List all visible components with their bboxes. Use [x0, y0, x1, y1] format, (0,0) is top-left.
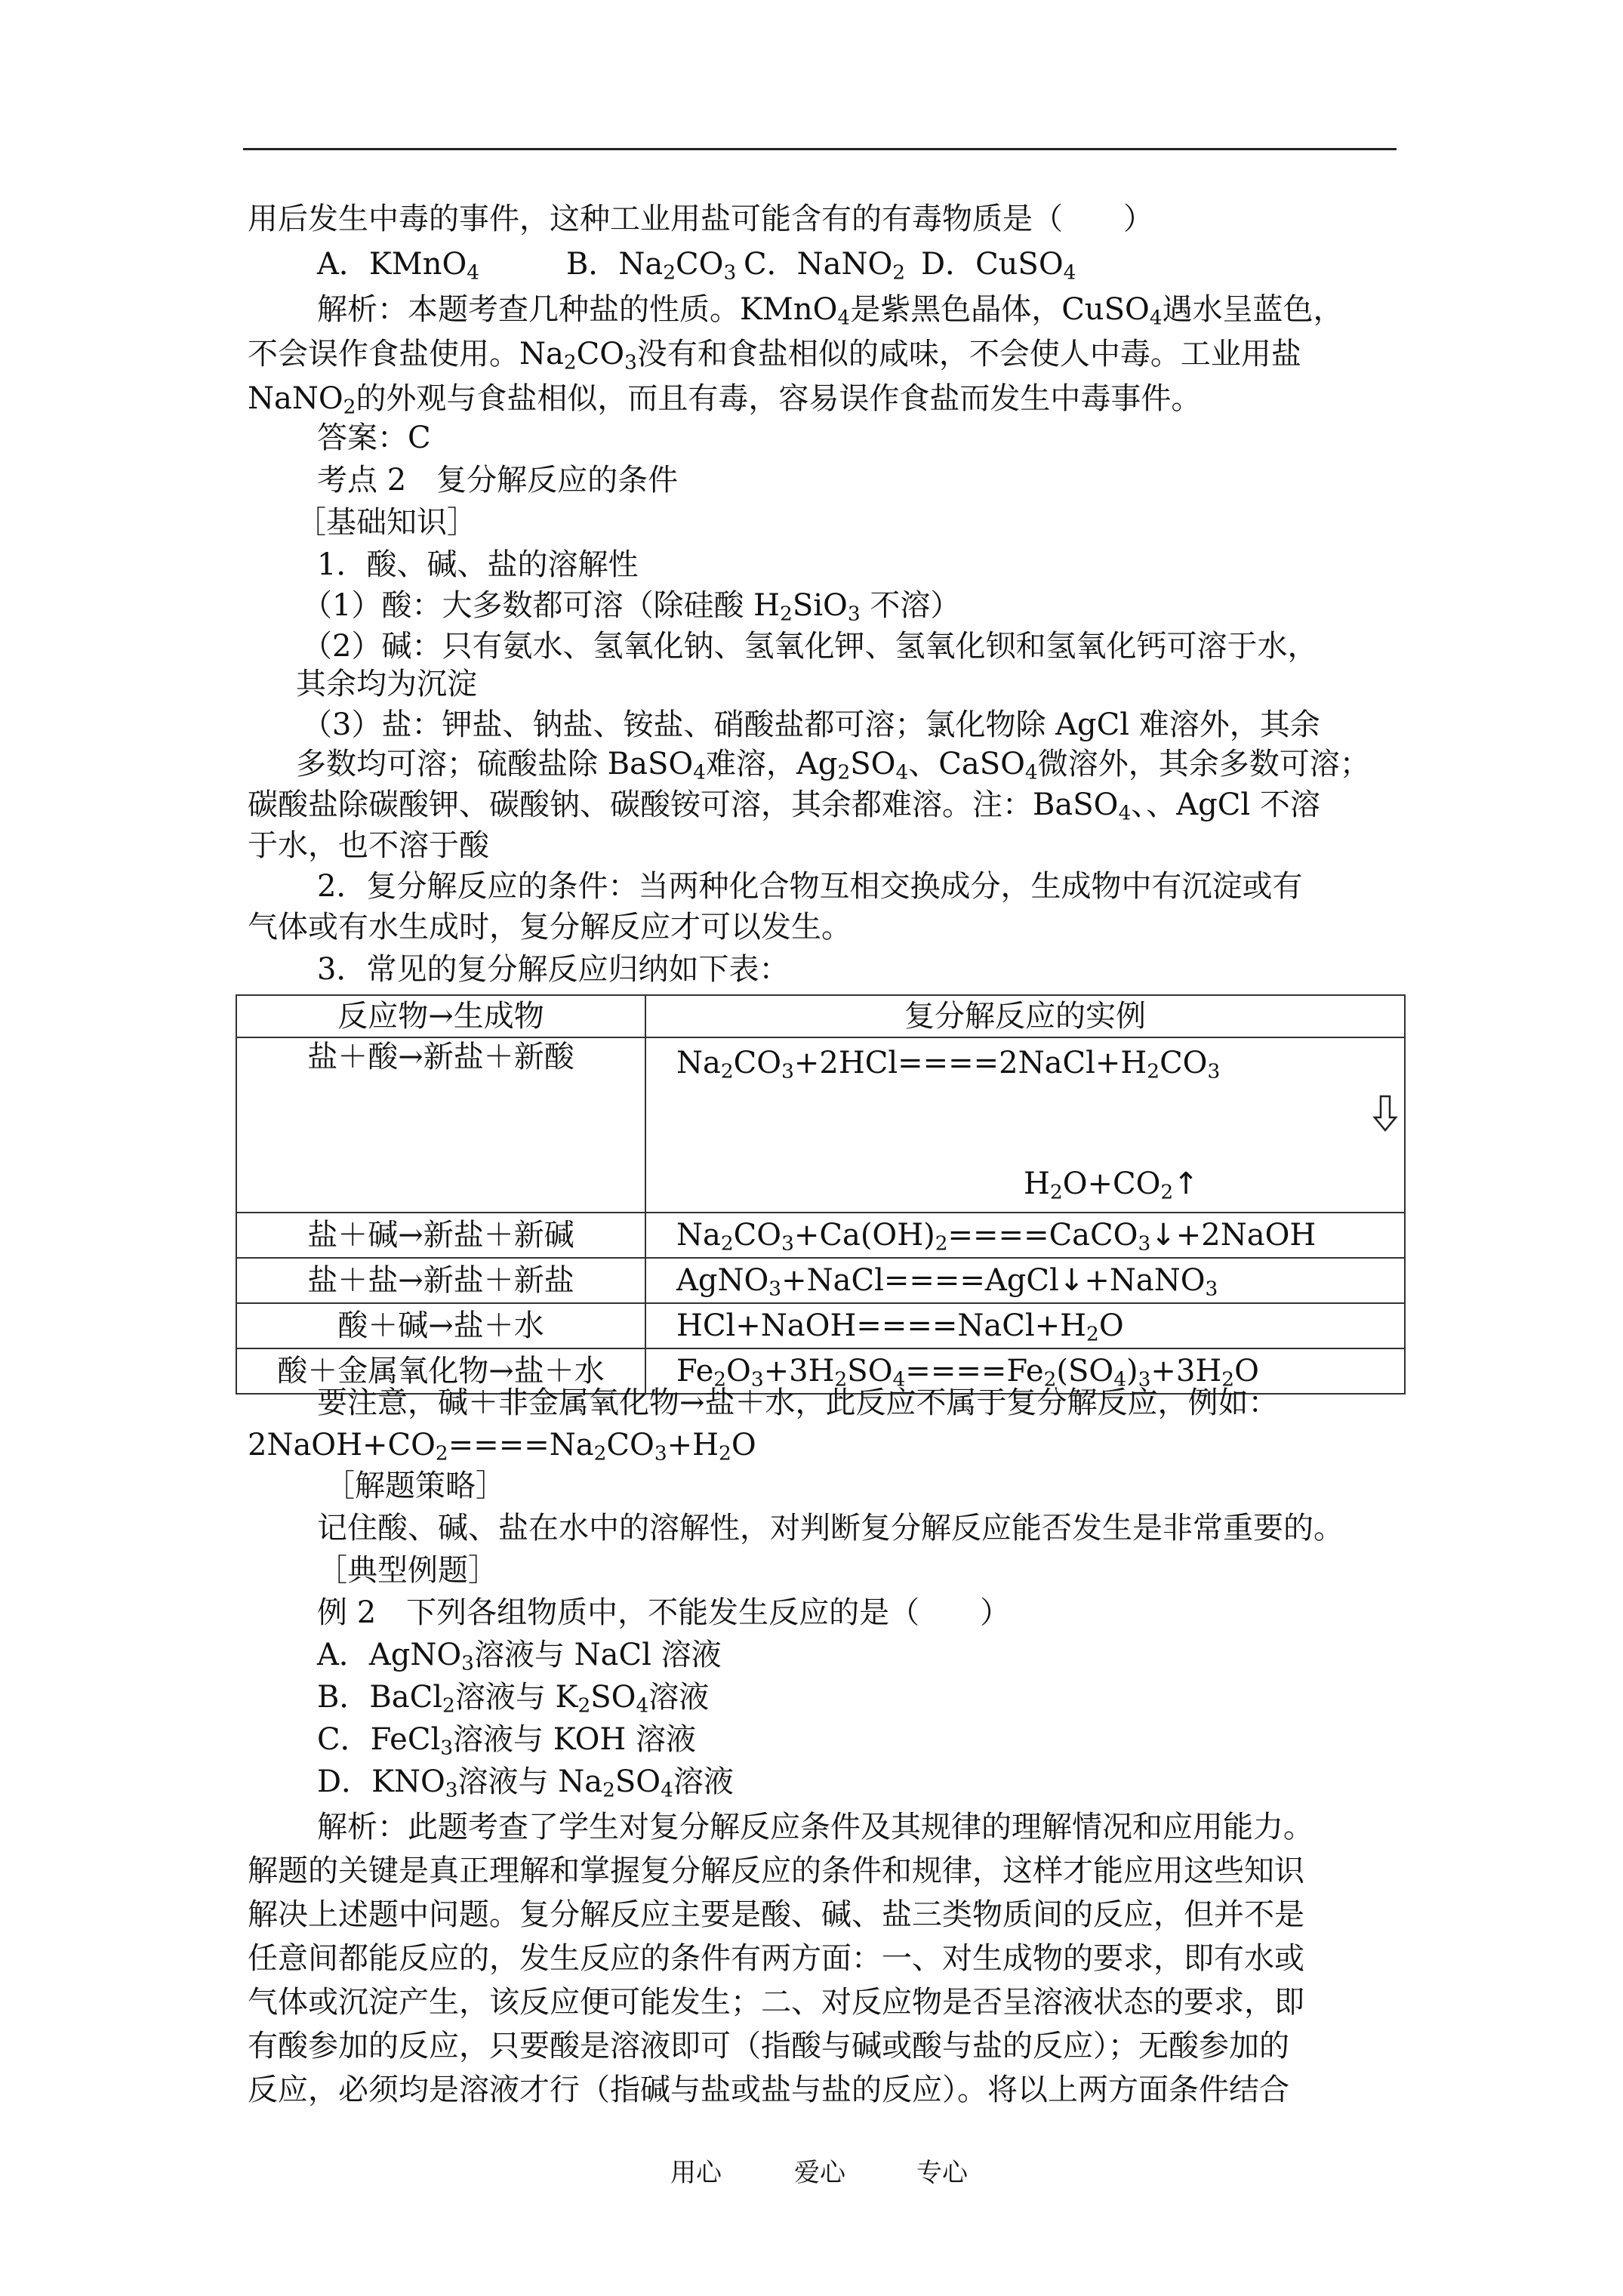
choice-option: D．$KNO_3$溶液与 $Na_2SO_4$溶液 — [317, 1764, 734, 1802]
table-header: 反应物→生成物 — [236, 995, 645, 1037]
paragraph-line: 解决上述题中问题。复分解反应主要是酸、碱、盐三类物质间的反应，但并不是 — [248, 1897, 1304, 1932]
paragraph-line: 解析：此题考查了学生对复分解反应条件及其规律的理解情况和应用能力。 — [317, 1810, 1313, 1845]
paragraph-line: 任意间都能反应的，发生反应的条件有两方面：一、对生成物的要求，即有水或 — [248, 1941, 1304, 1976]
table-cell — [645, 1037, 1405, 1213]
text-line: 要注意，碱＋非金属氧化物→盐＋水，此反应不属于复分解反应，例如： — [317, 1385, 1279, 1420]
table-header: 复分解反应的实例 — [645, 995, 1405, 1037]
equation: $HCl+NaOH====NaCl+H_2O$ — [645, 1303, 1405, 1348]
table-row — [236, 1303, 1405, 1348]
text-line: （3）盐：钾盐、钠盐、铵盐、硝酸盐都可溶；氯化物除 AgCl 难溶外，其余 — [302, 707, 1320, 742]
table-header-row — [236, 995, 1405, 1037]
section-title: 考点 2 复分解反应的条件 — [317, 463, 679, 498]
subsection-label: ［解题策略］ — [325, 1469, 506, 1503]
text-line: 碳酸盐除碳酸钾、碳酸钠、碳酸铵可溶，其余都难溶。注：BaSO$_4$、、AgCl 不溶 — [248, 787, 1320, 825]
table-row — [236, 1037, 1405, 1213]
footer-text: 专心 — [916, 2158, 968, 2188]
text-line: 于水，也不溶于酸 — [248, 828, 489, 863]
text-line: 3．常见的复分解反应归纳如下表： — [317, 952, 790, 987]
table-cell: 盐＋酸→新盐＋新酸 — [236, 1037, 645, 1213]
text-line: （2）碱：只有氨水、氢氧化钠、氢氧化钾、氢氧化钡和氢氧化钙可溶于水， — [302, 629, 1318, 664]
text-line: 多数均可溶；硫酸盐除 BaSO$_4$难溶，$Ag_2SO_4$、CaSO$_4$微溶外，其余多数可溶； — [296, 747, 1370, 784]
analysis-line: 解析：本题考查几种盐的性质。KMnO$_4$是紫黑色晶体，CuSO$_4$遇水呈蓝色， — [317, 292, 1344, 330]
equation: $Na_2CO_3+Ca(OH)_2====CaCO_3↓+2NaOH$ — [645, 1213, 1405, 1258]
table-cell: 酸＋碱→盐＋水 — [236, 1303, 645, 1348]
down-arrow-icon — [1372, 1095, 1398, 1133]
footer-text: 用心 — [670, 2158, 722, 2188]
table-row — [236, 1213, 1405, 1258]
choice-option: B．BaCl$_2$溶液与 $K_2SO_4$溶液 — [317, 1680, 710, 1718]
analysis-line: 不会误作食盐使用。$Na_2CO_3$没有和食盐相似的咸味，不会使人中毒。工业用盐 — [248, 337, 1301, 374]
text-line: 其余均为沉淀 — [296, 667, 477, 701]
paragraph-line: 反应，必须均是溶液才行（指碱与盐或盐与盐的反应）。将以上两方面条件结合 — [248, 2073, 1289, 2107]
table-cell: 酸＋金属氧化物→盐＋水 — [236, 1348, 645, 1394]
table-cell: 盐＋盐→新盐＋新盐 — [236, 1258, 645, 1303]
table-row — [236, 1258, 1405, 1303]
equation: $Na_2CO_3+2HCl====2NaCl+H_2CO_3$ — [676, 1046, 1221, 1083]
text-line: 1．酸、碱、盐的溶解性 — [317, 547, 639, 582]
text-line: 气体或有水生成时，复分解反应才可以发生。 — [248, 910, 852, 945]
answer-line: 答案：C — [317, 421, 431, 455]
choice-options: A．KMnO$_4$ B．$Na_2CO_3$ C．NaNO$_2$ D．CuSO$_4$ — [317, 247, 1076, 285]
paragraph-line: 解题的关键是真正理解和掌握复分解反应的条件和规律，这样才能应用这些知识 — [248, 1854, 1304, 1888]
equation: $H_2O+CO_2↑$ — [1024, 1166, 1199, 1204]
analysis-line: NaNO$_2$的外观与食盐相似，而且有毒，容易误作食盐而发生中毒事件。 — [248, 381, 1202, 419]
choice-option: A．AgNO$_3$溶液与 NaCl 溶液 — [317, 1638, 722, 1675]
header-rule — [243, 148, 1397, 150]
paragraph-line: 气体或沉淀产生，该反应便可能发生；二、对反应物是否呈溶液状态的要求，即 — [248, 1985, 1304, 2020]
paragraph-line: 有酸参加的反应，只要酸是溶液即可（指酸与碱或酸与盐的反应）；无酸参加的 — [248, 2029, 1289, 2063]
subsection-label: ［典型例题］ — [317, 1553, 498, 1588]
equation: $Fe_2O_3+3H_2SO_4====Fe_2(SO_4)_3+3H_2O$ — [645, 1348, 1405, 1394]
question-line: 例 2 下列各组物质中，不能发生反应的是（ ） — [317, 1595, 1011, 1630]
subsection-label: ［基础知识］ — [296, 505, 477, 540]
equation: $2NaOH+CO_2====Na_2CO_3+H_2O$ — [248, 1428, 756, 1465]
reaction-table — [236, 994, 1406, 1395]
text-line: 用后发生中毒的事件，这种工业用盐可能含有的有毒物质是（ ） — [248, 202, 1153, 236]
choice-option: C．FeCl$_3$溶液与 KOH 溶液 — [317, 1722, 696, 1760]
equation: AgNO$_3$+NaCl====AgCl↓+NaNO$_3$ — [645, 1258, 1405, 1303]
footer-text: 爱心 — [794, 2158, 845, 2188]
text-line: （1）酸：大多数都可溶（除硅酸 $H_2SiO_3$ 不溶） — [302, 588, 961, 626]
table-cell: 盐＋碱→新盐＋新碱 — [236, 1213, 645, 1258]
text-line: 记住酸、碱、盐在水中的溶解性，对判断复分解反应能否发生是非常重要的。 — [317, 1511, 1344, 1546]
text-line: 2．复分解反应的条件：当两种化合物互相交换成分，生成物中有沉淀或有 — [317, 869, 1303, 904]
